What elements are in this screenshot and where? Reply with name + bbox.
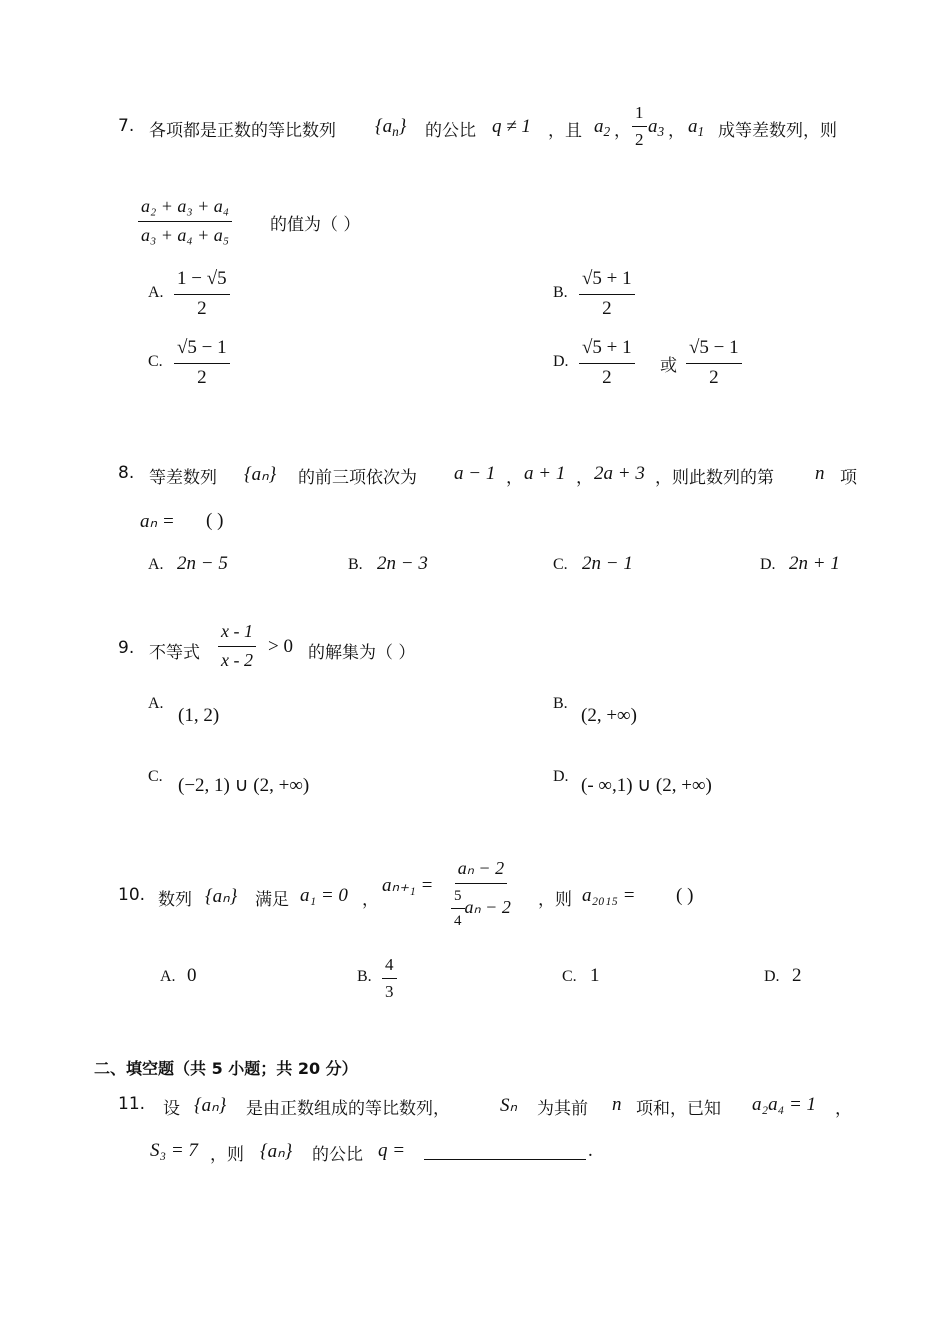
q9-gt: > 0	[268, 636, 293, 657]
q10-option-d: 2	[792, 965, 802, 986]
q7-option-d-2: $\frac{√5 - 1}{2}$	[686, 337, 742, 390]
q7-half: $\frac{1}{2}$	[632, 103, 647, 151]
q7-expression: $\frac{\text{a₂ + a₃ + a₄}}{\text{a₃ + a₄ + a₅}}$	[138, 196, 232, 246]
q7-option-b-label: B.	[553, 284, 568, 301]
q8-option-b: 2n − 3	[377, 553, 428, 574]
q8-text-2: 的前三项依次为	[298, 468, 417, 488]
q9-text-2: 的解集为（ ）	[308, 643, 416, 663]
q11-seq-2: {aₙ}	[260, 1141, 293, 1162]
q7-option-d-1: $\frac{√5 + 1}{2}$	[579, 337, 635, 390]
q10-option-b: $\frac{4}{3}$	[382, 955, 397, 1003]
q10-paren: ( )	[676, 885, 694, 906]
q8-term-1: a − 1	[454, 463, 496, 484]
q9-option-a: (1, 2)	[178, 705, 220, 726]
q11-cond-2: S₃ = 7	[150, 1140, 198, 1161]
q8-option-c-label: C.	[553, 556, 568, 573]
q8-comma-1: ，	[506, 468, 523, 488]
q11-seq: {aₙ}	[194, 1095, 227, 1116]
q10-option-a: 0	[187, 965, 197, 986]
q7-option-a-label: A.	[148, 284, 164, 301]
q8-number: 8.	[118, 463, 135, 483]
q9-option-b: (2, +∞)	[581, 705, 637, 726]
q11-text-5: ，则	[210, 1145, 244, 1165]
q8-term-3: 2a + 3	[594, 463, 645, 484]
q7-seq: $\{a_n\}$	[375, 116, 407, 139]
q11-text-3: 为其前	[537, 1099, 588, 1119]
q10-option-c: 1	[590, 965, 600, 986]
q11-sn: Sₙ	[500, 1095, 518, 1116]
q10-seq: {aₙ}	[205, 886, 238, 907]
q8-option-d: 2n + 1	[789, 553, 840, 574]
q7-text-5: 的值为（ ）	[270, 215, 361, 235]
q11-answer-blank[interactable]	[424, 1140, 586, 1160]
q11-number: 11.	[118, 1094, 146, 1114]
q9-option-a-label: A.	[148, 695, 164, 712]
q8-n: n	[815, 463, 825, 484]
q10-cond-2-lhs: aₙ₊₁ =	[382, 875, 434, 896]
q11-cond-1: a₂a₄ = 1	[752, 1094, 817, 1115]
q9-number: 9.	[118, 638, 135, 658]
q7-text-4: 成等差数列，则	[718, 121, 837, 141]
q10-option-b-label: B.	[357, 968, 372, 985]
q10-text-1: 数列	[158, 890, 192, 910]
q7-number: 7.	[118, 116, 135, 136]
q9-fraction: $\frac{x - 1}{x - 2}$	[218, 621, 256, 671]
q7-a3: $a_3$	[648, 116, 665, 139]
q8-paren: ( )	[206, 510, 224, 531]
q7-a1: $a_1$	[688, 116, 705, 139]
q8-text-1: 等差数列	[149, 468, 217, 488]
q7-option-d-or: 或	[660, 356, 677, 376]
q9-option-d-label: D.	[553, 768, 569, 785]
q11-text-1: 设	[163, 1099, 180, 1119]
q10-number: 10.	[118, 885, 146, 905]
q7-cond: q ≠ 1	[492, 116, 531, 137]
q7-text-3: ，且	[548, 121, 582, 141]
q11-text-4: 项和，已知	[636, 1099, 721, 1119]
q10-comma: ，	[362, 890, 379, 910]
q11-period: .	[588, 1140, 593, 1161]
q10-cond-2-fraction: aₙ − 2 $\frac{5}{4}$ aₙ − 2	[448, 858, 514, 930]
q8-text-3: ，则此数列的第	[655, 468, 774, 488]
q7-option-c-label: C.	[148, 353, 163, 370]
q10-option-a-label: A.	[160, 968, 176, 985]
q7-comma-1: ，	[614, 121, 631, 141]
q7-option-d-label: D.	[553, 353, 569, 370]
q8-comma-2: ，	[576, 468, 593, 488]
section-title: 二、填空题（共 5 小题；共 20 分）	[94, 1059, 358, 1078]
q7-option-b: $\frac{√5 + 1}{2}$	[579, 268, 635, 321]
q8-term-2: a + 1	[524, 463, 566, 484]
q8-option-d-label: D.	[760, 556, 776, 573]
q9-option-c-label: C.	[148, 768, 163, 785]
q8-option-a-label: A.	[148, 556, 164, 573]
q8-option-c: 2n − 1	[582, 553, 633, 574]
q11-comma: ，	[835, 1099, 852, 1119]
q10-cond-1: a₁ = 0	[300, 885, 348, 906]
q10-text-2: 满足	[255, 890, 289, 910]
q7-option-c: $\frac{√5 - 1}{2}$	[174, 337, 230, 390]
q7-text-1: 各项都是正数的等比数列	[149, 121, 336, 141]
q11-text-2: 是由正数组成的等比数列，	[246, 1099, 450, 1119]
q8-option-a: 2n − 5	[177, 553, 228, 574]
q8-option-b-label: B.	[348, 556, 363, 573]
q9-option-d: (- ∞,1) ∪ (2, +∞)	[581, 775, 712, 796]
q7-comma-2: ，	[668, 121, 685, 141]
q7-text-2: 的公比	[425, 121, 476, 141]
q11-q: q =	[378, 1140, 406, 1161]
q8-an: aₙ =	[140, 511, 175, 532]
q11-n: n	[612, 1094, 622, 1115]
q9-option-c: (−2, 1) ∪ (2, +∞)	[178, 775, 310, 796]
q8-text-4: 项	[840, 468, 857, 488]
q9-option-b-label: B.	[553, 695, 568, 712]
q8-seq: {aₙ}	[244, 464, 277, 485]
q7-option-a: $\frac{1 - √5}{2}$	[174, 268, 230, 321]
q10-ask: a₂₀₁₅ =	[582, 885, 636, 906]
q11-text-6: 的公比	[312, 1145, 363, 1165]
q7-a2: $a_2$	[594, 116, 611, 139]
q10-option-c-label: C.	[562, 968, 577, 985]
q10-text-3: ，则	[538, 890, 572, 910]
q9-text-1: 不等式	[149, 643, 200, 663]
q10-option-d-label: D.	[764, 968, 780, 985]
